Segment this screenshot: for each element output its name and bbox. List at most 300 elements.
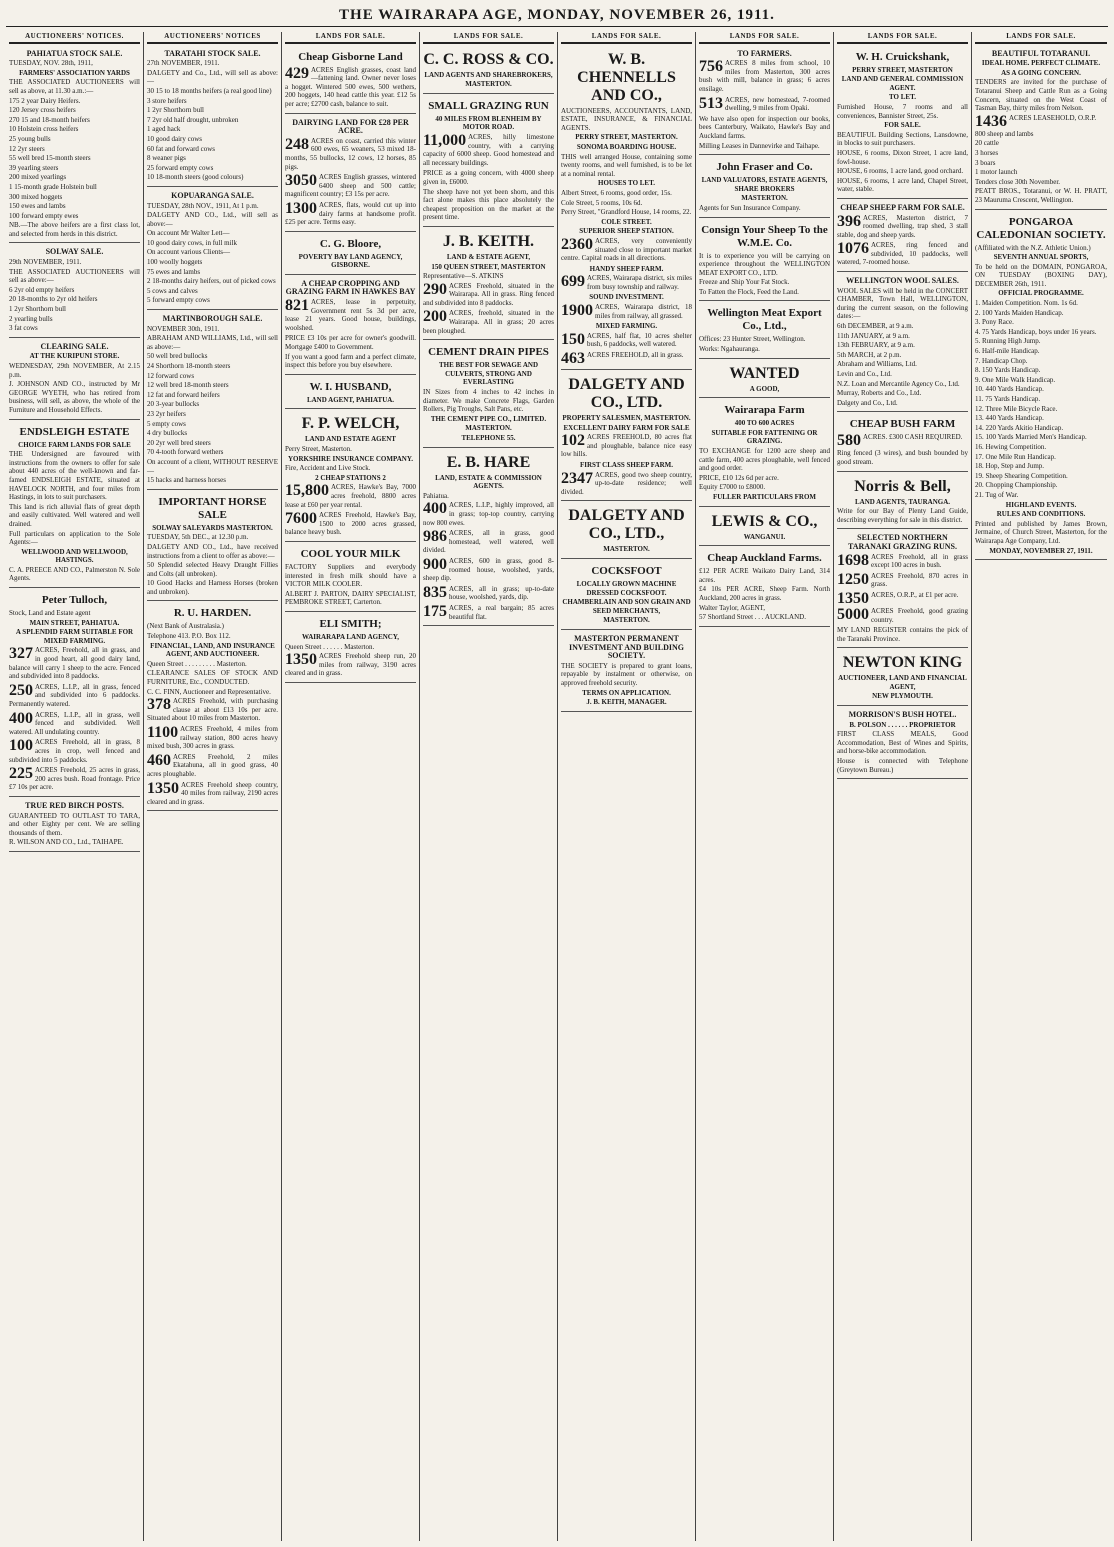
ad-line: THE Undersigned are favoured with instructions from the owners to offer for sale about 440 acres of the well-known and far-famed ENDSLEIGH ESTATE, situated at HAVELOCK NORTH, and four miles from Hastings, in lots to suit purchasers.: [9, 450, 140, 502]
ad-line: 60 fat and forward cows: [147, 144, 216, 153]
advertisement: [699, 400, 830, 506]
ad-line: 12 fat and forward heifers: [147, 390, 220, 399]
ad-subheading: FARMERS' ASSOCIATION YARDS: [19, 68, 130, 77]
ad-line: 1 motor launch: [975, 168, 1018, 177]
advertisement: [699, 303, 830, 358]
ad-line: 5. Running High Jump.: [975, 337, 1041, 346]
ad-line: Stock, Land and Estate agent: [9, 609, 91, 618]
ad-line: DALGETY AND CO., Ltd., have received instructions from a client to offer as above:—: [147, 542, 278, 560]
ad-subheading: MASTERTON.: [741, 194, 788, 203]
advertisement: [147, 189, 278, 310]
ad-subheading: AS A GOING CONCERN.: [1001, 68, 1081, 77]
ad-subheading: MIXED FARMING.: [595, 322, 658, 331]
property-listing: [837, 607, 968, 624]
property-listing: [837, 553, 968, 570]
ad-title: F. P. WELCH,: [301, 415, 400, 433]
listing-text: ACRES, ring fenced and subdivided, 10 paddocks, well watered, 7-roomed house.: [837, 241, 968, 267]
ad-line: 10 good dairy cows: [147, 134, 203, 143]
ad-line: Cole Street, 5 rooms, 10s 6d.: [561, 198, 643, 207]
ad-subheading: POVERTY BAY LAND AGENCY, GISBORNE.: [298, 252, 403, 270]
ad-line: PRICE £3 10s per acre for owner's goodwill. Mortgage £400 to Government.: [285, 334, 416, 352]
acreage-number: 2360: [561, 235, 593, 253]
ad-line: 20 cattle: [975, 139, 999, 148]
ad-title: DALGETY AND CO., LTD.: [568, 376, 685, 412]
ad-subheading: FINANCIAL, LAND, AND INSURANCE AGENT, AND AUCTIONEER.: [150, 641, 275, 659]
ad-title: W. I. HUSBAND,: [309, 380, 392, 393]
ad-line: 5 empty cows: [147, 419, 186, 428]
property-listing: [285, 483, 416, 509]
ad-line: 2 yearling bulls: [9, 314, 53, 323]
ad-title: DALGETY AND CO., LTD.,: [568, 507, 685, 543]
property-listing: [285, 66, 416, 109]
masthead: THE WAIRARAPA AGE, MONDAY, NOVEMBER 26, 1911.: [6, 4, 1108, 27]
ad-line: £12 PER ACRE Waikato Dairy Land, 314 acres.: [699, 567, 830, 584]
ad-line: Equity £7000 to £8000.: [699, 483, 766, 492]
ad-subheading: LOCALLY GROWN MACHINE DRESSED COCKSFOOT.: [576, 579, 677, 597]
column-3: [282, 32, 420, 1541]
acreage-number: 400: [9, 709, 33, 727]
ad-subheading: WAIRARAPA LAND AGENCY,: [301, 632, 400, 641]
ad-line: 10 18-month steers (good colours): [147, 173, 244, 182]
property-listing: [423, 557, 554, 583]
ad-line: 25 forward empty cows: [147, 163, 214, 172]
column-header: LANDS FOR SALE.: [423, 32, 554, 44]
property-listing: [699, 96, 830, 113]
column-5: [558, 32, 696, 1541]
ad-line: 57 Shortland Street . . . AUCKLAND.: [699, 613, 806, 622]
ad-line: £4 10s PER ACRE, Sheep Farm. North Auckland, 200 acres in grass.: [699, 585, 830, 602]
ad-subheading: HOUSES TO LET.: [598, 179, 655, 188]
ad-line: Levin and Co., Ltd.: [837, 370, 892, 378]
ad-title: COCKSFOOT: [591, 564, 662, 577]
property-listing: [285, 652, 416, 678]
advertisement: [975, 47, 1107, 210]
ad-line: 800 sheep and lambs: [975, 129, 1034, 138]
ad-line: PRICE as a going concern, with 4000 sheep given in, £6000.: [423, 169, 554, 186]
ad-line: 27th NOVEMBER, 1911.: [147, 59, 220, 68]
ad-line: 9. One Mile Walk Handicap.: [975, 375, 1056, 384]
column-2: [144, 32, 282, 1541]
acreage-number: 290: [423, 280, 447, 298]
ad-subheading: A GOOD,: [749, 384, 780, 393]
acreage-number: 835: [423, 583, 447, 601]
advertisement: [837, 474, 968, 530]
ad-line: Milling Leases in Dannevirke and Taihape.: [699, 141, 820, 150]
ad-subheading: B. POLSON . . . . . . PROPRIETOR: [849, 720, 956, 729]
ad-line: Printed and published by James Brown, Jermaine, of Church Street, Masterton, for the Wairarapa Age Company, Ltd.: [975, 519, 1107, 545]
ad-title: TRUE RED BIRCH POSTS.: [25, 800, 124, 810]
ad-line: 3 fat cows: [9, 324, 38, 333]
ad-line: HOUSE, 6 rooms, 1 acre land, good orchard.: [837, 167, 964, 176]
ad-title: MORRISON'S BUSH HOTEL.: [848, 710, 957, 720]
property-listing: [561, 350, 692, 368]
property-listing: [837, 432, 968, 450]
property-listing: [561, 274, 692, 291]
ad-title: TARATAHI STOCK SALE.: [164, 48, 261, 58]
ad-line: 2 18-months dairy heifers, out of picked cows: [147, 277, 276, 286]
ad-line: 14. 220 Yards Akitio Handicap.: [975, 423, 1064, 432]
acreage-number: 5000: [837, 605, 869, 623]
ad-subheading: SOLWAY SALEYARDS MASTERTON.: [152, 523, 273, 532]
ad-title: WELLINGTON WOOL SALES.: [846, 276, 959, 286]
ad-title: SMALL GRAZING RUN: [428, 99, 549, 112]
property-listing: [9, 711, 140, 737]
advertisement: [285, 47, 416, 114]
advertisement: [9, 340, 140, 420]
ad-title: CHEAP SHEEP FARM FOR SALE.: [840, 202, 965, 212]
ad-line: Ring fenced (3 wires), and bush bounded by good stream.: [837, 449, 968, 466]
ad-line: 4 dry bullocks: [147, 429, 188, 438]
ad-line: 20. Chopping Championship.: [975, 481, 1058, 490]
ad-line: 20 3-year bullocks: [147, 400, 200, 409]
column-header: LANDS FOR SALE.: [699, 32, 830, 44]
ad-subheading: 150 QUEEN STREET, MASTERTON: [431, 262, 546, 271]
ad-line: THE ASSOCIATED AUCTIONEERS will sell as above:—: [9, 267, 140, 285]
acreage-number: 756: [699, 58, 723, 76]
ad-line: 200 mixed yearlings: [9, 173, 67, 182]
ad-line: N.Z. Loan and Mercantile Agency Co., Ltd.: [837, 379, 960, 388]
advertisement: [837, 201, 968, 272]
ad-line: 100 forward empty ewes: [9, 211, 79, 220]
ad-line: 13th FEBRUARY, at 9 a.m.: [837, 341, 915, 350]
ad-line: MY LAND REGISTER contains the pick of the Taranaki Province.: [837, 626, 968, 643]
listing-text: ACRES Freehold, Hawke's Bay, 1500 to 2000 acres grassed, balance heavy bush.: [285, 511, 416, 537]
ad-line: 5 forward empty cows: [147, 296, 210, 305]
ad-title: John Fraser and Co.: [716, 161, 813, 174]
ad-subheading: AUCTIONEER, LAND AND FINANCIAL AGENT,: [838, 674, 967, 691]
ad-line: 1. Maiden Competition. Nom. 1s 6d.: [975, 299, 1078, 308]
acreage-number: 11,000: [423, 131, 467, 149]
ad-line: Freeze and Ship Your Fat Stock.: [699, 278, 790, 287]
listing-text: ACRES Freehold, all in grass except 100 acres in bush.: [871, 552, 968, 570]
ad-line: 24 Shorthorn 18-month steers: [147, 362, 231, 370]
ad-subheading: RULES AND CONDITIONS.: [996, 510, 1086, 519]
ad-line: 120 Jersey cross heifers: [9, 106, 76, 115]
column-6: [696, 32, 834, 1541]
listing-text: ACRES Freehold, 25 acres in grass, 200 acres bush. Road frontage. Price £7 10s per acre.: [9, 766, 140, 792]
ad-line: TUESDAY, 5th DEC., at 12.30 p.m.: [147, 533, 249, 542]
ad-line: 12 forward cows: [147, 371, 195, 380]
property-listing: [285, 173, 416, 199]
ad-line: 150 ewes and lambs: [9, 202, 66, 211]
ad-line: 30 15 to 18 months heifers (a real good line): [147, 86, 272, 95]
acreage-number: 327: [9, 645, 33, 663]
ad-line: 6 2yr old empty heifers: [9, 285, 75, 294]
acreage-number: 100: [9, 737, 33, 755]
property-listing: [561, 303, 692, 320]
column-header: AUCTIONEERS' NOTICES.: [9, 32, 140, 44]
ad-line: 3 store heifers: [147, 96, 187, 105]
ad-subheading: MASTERTON.: [603, 545, 650, 554]
ad-line: 16. Hewing Competition.: [975, 442, 1047, 451]
ad-line: 15 hacks and harness horses: [147, 476, 226, 485]
ad-subheading: FIRST CLASS SHEEP FARM.: [579, 461, 674, 469]
ad-line: This land is rich alluvial flats of great depth and easily cultivated. Well watered and well drained.: [9, 502, 140, 528]
acreage-number: 378: [147, 696, 171, 714]
ad-line: 11th JANUARY, at 9 a.m.: [837, 331, 910, 340]
ad-line: 1 2yr Shorthorn bull: [147, 106, 204, 115]
advertisement: [147, 312, 278, 490]
property-listing: [423, 133, 554, 167]
ad-line: Full particulars on application to the Sole Agents:—: [9, 529, 140, 547]
property-listing: [285, 298, 416, 332]
ad-line: 39 yearling steers: [9, 163, 59, 172]
ad-line: 50 Splendid selected Heavy Draught Fillies and Colts (all unbroken).: [147, 561, 278, 578]
listing-text: ACRES, 600 in grass, good 8-roomed house, woolshed, yards, sheep dip.: [423, 556, 554, 583]
ad-title: Peter Tulloch,: [41, 594, 108, 607]
advertisement: [9, 245, 140, 337]
ad-title: Wellington Meat Export Co., Ltd.,: [707, 307, 822, 333]
advertisement: [423, 96, 554, 227]
advertisement: [147, 603, 278, 811]
ad-title: ELI SMITH;: [319, 617, 382, 630]
ad-subheading: SUPERIOR SHEEP STATION.: [579, 227, 674, 236]
ad-title: SOLWAY SALE.: [45, 247, 104, 257]
ad-line: 20 2yr well bred steers: [147, 438, 211, 447]
ad-title: A CHEAP CROPPING AND GRAZING FARM IN HAWKES BAY: [285, 278, 416, 297]
ad-title: Wairarapa Farm: [724, 404, 805, 417]
ad-title: Norris & Bell,: [854, 477, 951, 495]
ad-line: R. WILSON AND CO., Ltd., TAIHAPE.: [9, 838, 124, 847]
advertisement: [561, 47, 692, 370]
ad-subheading: WANGANUI.: [743, 532, 786, 541]
advertisement: [423, 342, 554, 447]
ad-title: TO FARMERS.: [737, 48, 792, 58]
ad-line: Agents for Sun Insurance Company.: [699, 203, 801, 212]
listing-text: ACRES. £300 CASH REQUIRED.: [863, 433, 963, 442]
ad-line: On account various Clients—: [147, 248, 231, 257]
listing-text: ACRES, Freehold, all in grass, and in good heart, all good dairy land, balance will carry 1 sheep to the acre. Fenced and subdivided into 8 paddocks.: [9, 646, 140, 681]
ad-title: CHEAP BUSH FARM: [849, 418, 956, 431]
ad-line: The sheep have not yet been shorn, and this fact alone makes this place absolutely the cheapest proposition on the market at the present time.: [423, 187, 554, 222]
advertisement: [561, 503, 692, 559]
ad-line: 1 aged hack: [147, 125, 181, 134]
listing-text: ACRES LEASEHOLD, O.R.P.: [1009, 113, 1097, 122]
listing-text: ACRES, a real bargain; 85 acres beautiful flat.: [449, 603, 554, 621]
ad-line: 3. Pony Race.: [975, 318, 1014, 327]
ad-line: 25 young bulls: [9, 134, 51, 143]
ad-line: 5th MARCH, at 2 p.m.: [837, 350, 902, 359]
ad-subheading: HANDY SHEEP FARM.: [589, 264, 664, 273]
property-listing: [837, 589, 968, 607]
advertisement: [423, 47, 554, 94]
ad-line: 50 well bred bullocks: [147, 352, 208, 361]
property-listing: [423, 501, 554, 527]
acreage-number: 396: [837, 212, 861, 230]
acreage-number: 102: [561, 432, 585, 450]
acreage-number: 900: [423, 555, 447, 573]
ad-title: C. C. ROSS & CO.: [423, 50, 554, 68]
acreage-number: 7600: [285, 510, 317, 528]
ad-subheading: A SPLENDID FARM SUITABLE FOR MIXED FARMING.: [15, 628, 134, 645]
advertisement: [975, 212, 1107, 561]
acreage-number: 463: [561, 350, 585, 368]
ad-subheading: 2 CHEAP STATIONS 2: [315, 473, 386, 482]
property-listing: [423, 282, 554, 308]
ad-line: Tenders close 30th November.: [975, 177, 1061, 186]
ad-line: AUCTIONEERS, ACCOUNTANTS, LAND, ESTATE, INSURANCE, & FINANCIAL AGENTS.: [561, 106, 692, 132]
acreage-number: 580: [837, 432, 861, 450]
acreage-number: 1076: [837, 240, 869, 258]
ad-line: C. A. PREECE AND CO., Palmerston N. Sole Agents.: [9, 565, 140, 583]
listing-text: ACRES, L.I.P., all in grass, well fenced and subdivided. Well watered. All undulating country.: [9, 710, 140, 736]
advertisement: [285, 544, 416, 612]
ad-line: 12 well bred 18-month steers: [147, 381, 229, 390]
listing-text: ACRES Freehold, with purchasing clause at about £13 10s per acre. Situated about 10 miles from Masterton.: [147, 697, 278, 723]
ad-line: ALBERT J. PARTON, DAIRY SPECIALIST, PEMBROKE STREET, Carterton.: [285, 589, 416, 607]
ad-title: E. B. HARE: [446, 453, 531, 471]
ad-line: To be held on the DOMAIN, PONGAROA, ON TUESDAY (BOXING DAY), DECEMBER 26th, 1911.: [975, 262, 1107, 288]
ad-title: Consign Your Sheep To the W.M.E. Co.: [701, 223, 828, 249]
advertisement: [837, 414, 968, 471]
ad-title: CEMENT DRAIN PIPES: [428, 346, 549, 359]
ad-title: WANTED: [729, 364, 800, 382]
ad-line: Perry Street, Masterton.: [285, 445, 352, 453]
ad-line: 21. Tug of War.: [975, 490, 1019, 499]
acreage-number: 1436: [975, 112, 1007, 130]
ad-line: J. JOHNSON AND CO., instructed by Mr GEORGE WYETH, who has retired from business, will sell, as above, the whole of the Furniture and Household Effects.: [9, 380, 140, 414]
listing-text: ACRES Freehold, situated in the Wairarapa. All in grass. Ring fenced and subdivided into 8 paddocks.: [423, 281, 554, 307]
property-listing: [423, 604, 554, 621]
ad-subheading: TO LET.: [889, 93, 916, 102]
ad-subheading: LAND AND GENERAL COMMISSION AGENT.: [841, 75, 964, 92]
ad-line: 7 2yr old half drought, unbroken: [147, 115, 239, 124]
ad-subheading: FOR SALE.: [884, 121, 921, 130]
ad-line: GUARANTEED TO OUTLAST TO TARA, and other Eighty per cent. We are selling thousands of them.: [9, 811, 140, 837]
ad-line: IN Sizes from 4 inches to 42 inches in diameter. We make Concrete Flags, Garden Rollers, Pig Troughs, Salt Pans, etc.: [423, 388, 554, 414]
listing-text: ACRES, very conveniently situated close to important market centre. Capital roads in all directions.: [561, 236, 692, 263]
ad-line: Telephone 413. P.O. Box 112.: [147, 632, 231, 641]
advertisement: [837, 650, 968, 706]
column-1: [6, 32, 144, 1541]
ad-line: 20 18-months to 2yr old heifers: [9, 295, 98, 304]
listing-text: ACRES, L.I.P., highly improved, all in grass; top-top country, carrying now 800 ewes.: [423, 501, 554, 527]
advertisement: [285, 411, 416, 542]
ad-line: Fire, Accident and Live Stock.: [285, 464, 371, 473]
ad-line: NOVEMBER 30th, 1911.: [147, 324, 220, 333]
ad-line: DALGETY AND CO., Ltd., will sell as above:—: [147, 211, 278, 228]
ad-subheading: COLE STREET.: [601, 217, 652, 226]
ad-title: DAIRYING LAND FOR £28 PER ACRE.: [292, 117, 409, 136]
ad-subheading: MONDAY, NOVEMBER 27, 1911.: [989, 546, 1093, 555]
ad-subheading: MASTERTON.: [465, 80, 512, 89]
property-listing: [147, 753, 278, 779]
ad-title: PONGAROA CALEDONIAN SOCIETY.: [976, 215, 1106, 241]
listing-text: ACRES 8 miles from school, 10 miles from Masterton, 300 acres bush with mill, balance in grass; 6 acres ensilage.: [699, 59, 830, 93]
ad-line: On account of a client, WITHOUT RESERVE—: [147, 457, 278, 475]
ad-subheading: 400 TO 600 ACRES: [734, 419, 795, 428]
advertisement: [9, 799, 140, 852]
column-header: LANDS FOR SALE.: [285, 32, 416, 44]
column-header: AUCTIONEERS' NOTICES: [147, 32, 278, 44]
acreage-number: 460: [147, 751, 171, 769]
ad-line: 75 ewes and lambs: [147, 267, 201, 276]
ad-title: W. H. Cruickshank,: [855, 50, 950, 63]
ad-line: Works: Ngahauranga.: [699, 345, 760, 354]
property-listing: [9, 738, 140, 764]
advertisement: [285, 614, 416, 683]
ad-line: TUESDAY, NOV. 28th, 1911,: [9, 59, 93, 68]
advertisement: [699, 361, 830, 399]
ad-subheading: SUITABLE FOR FATTENING OR GRAZING.: [711, 428, 818, 446]
ad-line: 29th NOVEMBER, 1911.: [9, 258, 82, 267]
ad-subheading: YORKSHIRE INSURANCE COMPANY.: [287, 454, 414, 463]
ad-line: NB.—The above heifers are a first class lot, and selected from herds in this district.: [9, 221, 140, 238]
ad-line: If you want a good farm and a perfect climate, inspect this before you buy elsewhere.: [285, 352, 416, 370]
property-listing: [423, 309, 554, 335]
acreage-number: 1350: [285, 651, 317, 669]
column-header: LANDS FOR SALE.: [561, 32, 692, 44]
ad-line: 175 2 year Dairy Heifers.: [9, 96, 81, 105]
column-4: [420, 32, 558, 1541]
ad-title: CLEARING SALE.: [40, 341, 109, 351]
ad-line: 300 mixed hoggets: [9, 192, 63, 201]
advertisement: [147, 47, 278, 187]
ad-line: (Affiliated with the N.Z. Athletic Union.): [975, 243, 1091, 252]
ad-subheading: LAND VALUATORS, ESTATE AGENTS, SHARE BROKERS: [701, 176, 828, 193]
ad-line: 2. 100 Yards Maiden Handicap.: [975, 308, 1064, 317]
ad-line: Murray, Roberts and Co., Ltd.: [837, 389, 922, 398]
ad-line: Queen Street . . . . . . . . . Masterton.: [147, 659, 247, 668]
ad-subheading: TERMS ON APPLICATION.: [582, 688, 671, 697]
acreage-number: 248: [285, 135, 309, 153]
ad-line: FIRST CLASS MEALS, Good Accommodation, Best of Wines and Spirits, and horse-bike accommodation.: [837, 730, 968, 756]
acreage-number: 821: [285, 297, 309, 315]
ad-line: WOOL SALES will be held in the CONCERT CHAMBER, Town Hall, WELLINGTON, during the current season, on the following dates:—: [837, 286, 968, 321]
ad-subheading: OFFICIAL PROGRAMME.: [998, 289, 1084, 298]
column-header: LANDS FOR SALE.: [837, 32, 968, 44]
ad-subheading: CHAMBERLAIN AND SON GRAIN AND SEED MERCHANTS,: [562, 598, 691, 615]
listing-text: ACRES, flats, would cut up into dairy farms at handsome profit. £25 per acre. Terms easy.: [285, 200, 416, 227]
listing-text: ACRES, all in grass, good homestead, well watered, well divided.: [423, 529, 554, 555]
ad-title: W. B. CHENNELLS AND CO.,: [577, 50, 676, 104]
ad-title: MARTINBOROUGH SALE.: [162, 314, 263, 324]
ad-line: House is connected with Telephone (Greytown Bureau.): [837, 757, 968, 774]
listing-text: ACRES English grasses, coast land—fattening land. Owner never loses a hogget. Wintered 500 ewes, 500 wethers, 200 hoggets, 140 head cattle this year. £12 5s per acre; £2700 cash, balance to suit.: [285, 65, 416, 108]
ad-line: Albert Street, 6 rooms, good order, 15s.: [561, 188, 672, 197]
ad-subheading: SONOMA BOARDING HOUSE.: [576, 142, 677, 151]
ad-line: 270 15 and 18-month heifers: [9, 115, 90, 124]
property-listing: [9, 766, 140, 792]
advertisement: [561, 561, 692, 630]
listing-text: ACRES Freehold sheep run, 20 miles from railway, 3190 acres cleared and in grass.: [285, 652, 416, 678]
property-listing: [561, 237, 692, 263]
ad-line: It is to experience you will be carrying on experience throughout the WELLINGTON MEAT EXPORT CO., LTD.: [699, 251, 830, 277]
acreage-number: 699: [561, 273, 585, 291]
ad-line: PEATT BROS., Totaranui, or W. H. PRATT, 23 Mauruma Crescent, Wellington.: [975, 187, 1107, 204]
ad-subheading: LAND, ESTATE & COMMISSION AGENTS.: [435, 473, 542, 491]
listing-text: ACRES, Wairarapa district, six miles from busy township and railway.: [587, 274, 692, 291]
property-listing: [9, 683, 140, 709]
ad-line: 10 Good Hacks and Harness Horses (broken and unbroken).: [147, 579, 278, 596]
acreage-number: 1350: [147, 779, 179, 797]
ad-title: PAHIATUA STOCK SALE.: [26, 48, 123, 58]
property-listing: [561, 471, 692, 497]
ad-line: 10 good dairy cows, in full milk: [147, 238, 238, 247]
ad-line: Write for our Bay of Plenty Land Guide, describing everything for sale in this district.: [837, 507, 968, 524]
column-8: [972, 32, 1110, 1541]
property-listing: [561, 433, 692, 459]
ad-subheading: 40 MILES FROM BLENHEIM BY MOTOR ROAD.: [435, 114, 542, 132]
listing-text: ACRES FREEHOLD, 80 acres flat and ploughable, balance nice easy low hills.: [561, 433, 692, 459]
columns-container: [6, 32, 1108, 1541]
ad-line: 11. 75 Yards Handicap.: [975, 395, 1041, 403]
ad-subheading: J. B. KEITH, MANAGER.: [586, 698, 667, 707]
listing-text: ACRES Freehold, 4 miles from railway station, 800 acres heavy mixed bush, 300 acres in grass.: [147, 725, 278, 751]
ad-subheading: LAND & ESTATE AGENT,: [446, 252, 531, 261]
ad-line: Furnished House, 7 rooms and all conveniences, Bannister Street, 25s.: [837, 102, 968, 120]
property-listing: [147, 697, 278, 723]
